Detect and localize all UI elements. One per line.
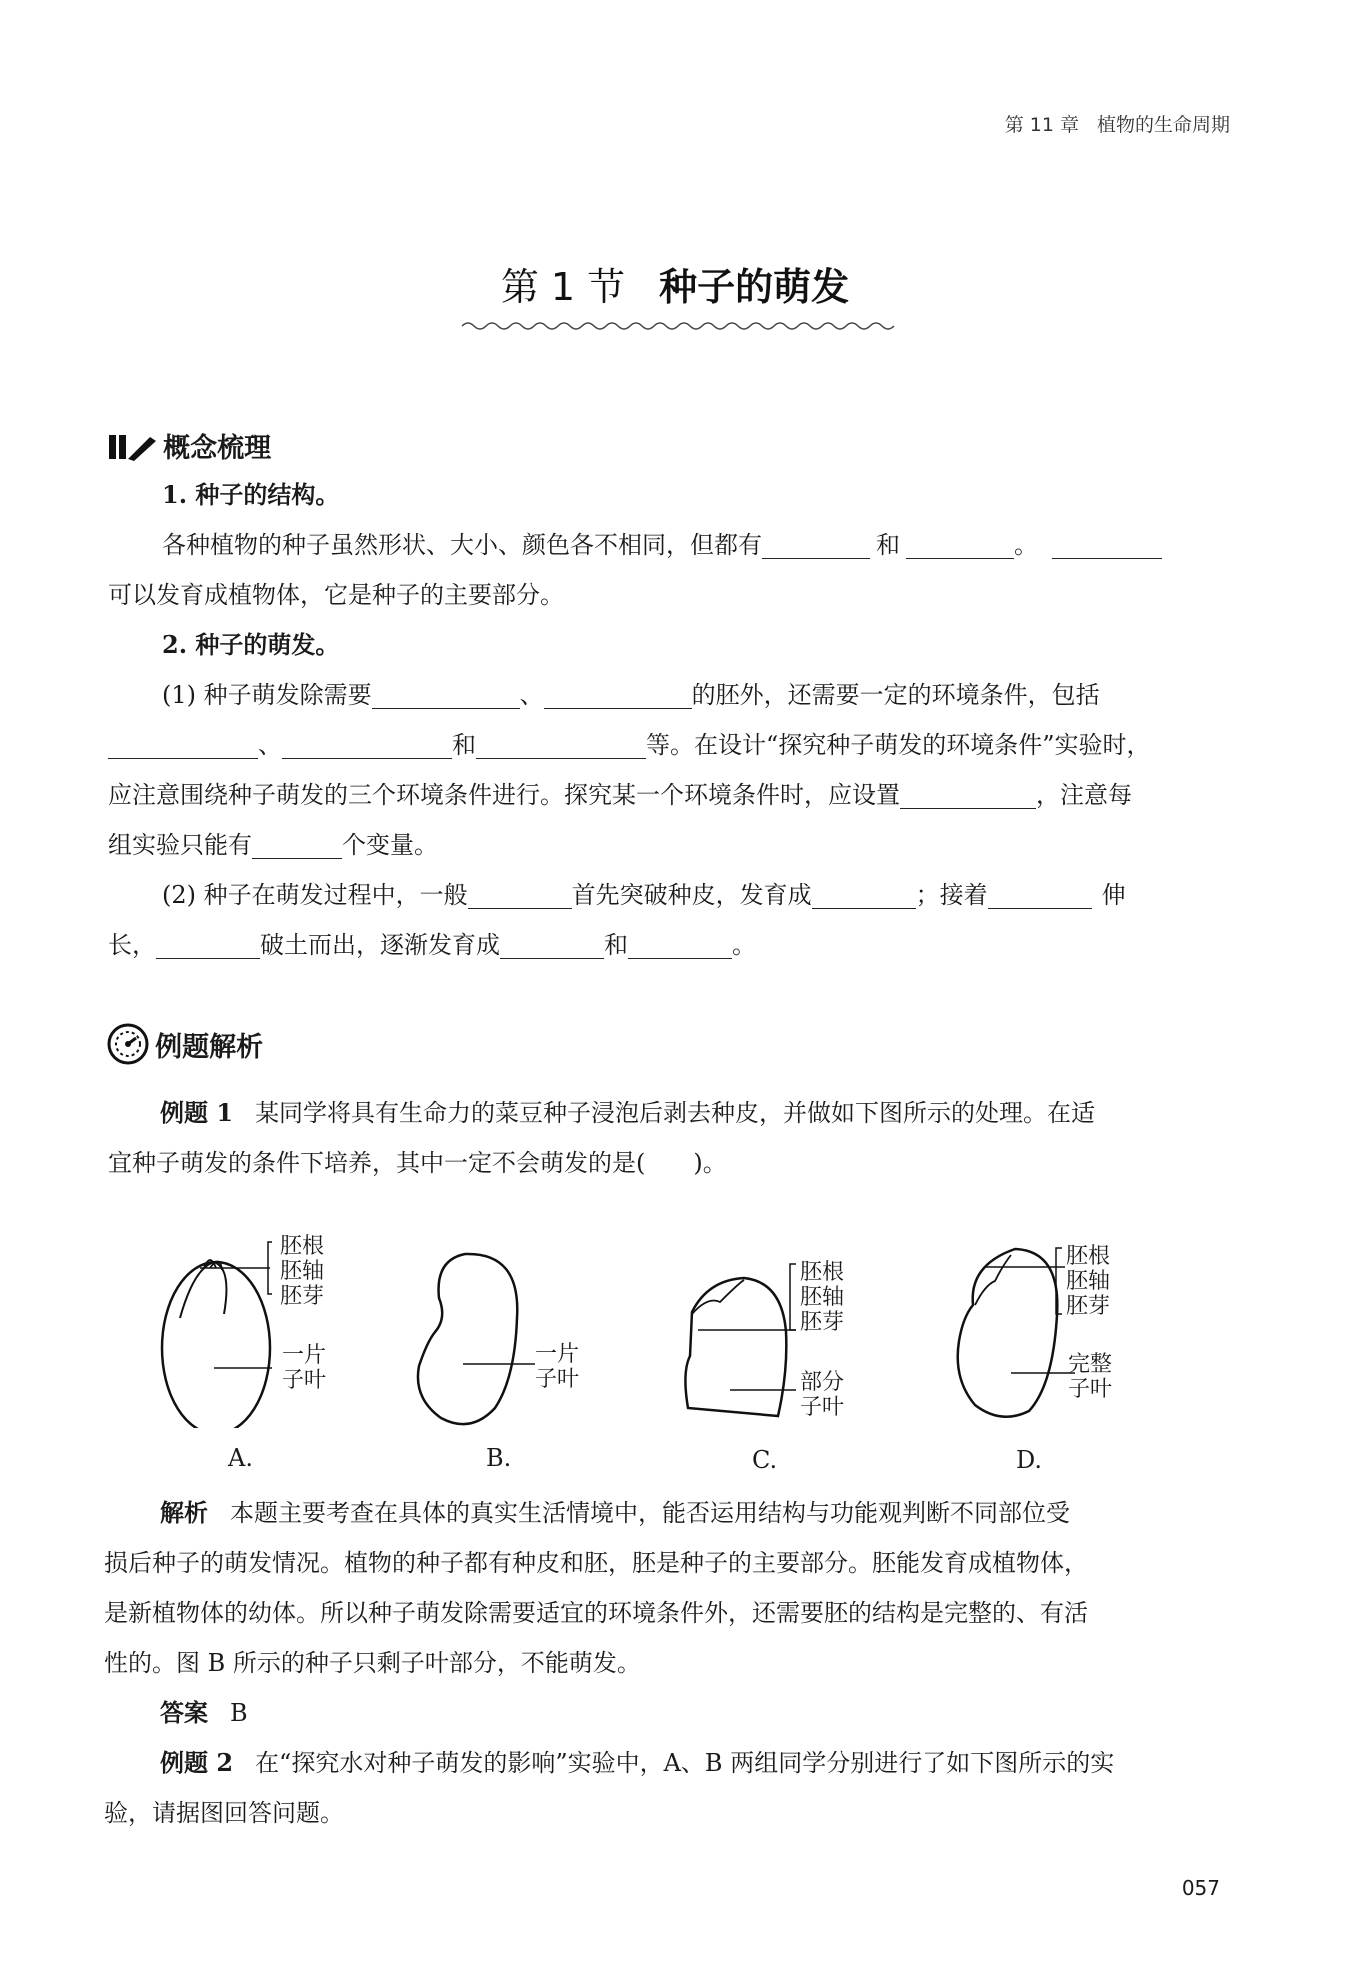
section-name: 种子的萌发: [659, 265, 850, 309]
text: 应注意围绕种子萌发的三个环境条件进行。探究某一个环境条件时，应设置: [108, 781, 900, 809]
text: 一片: [282, 1343, 327, 1368]
analysis-label: 解析: [160, 1498, 208, 1527]
text: 破土而出，逐渐发育成: [260, 931, 500, 959]
para2-line2: [108, 720, 1151, 770]
para3-line2: [108, 920, 756, 970]
para2-line3: [108, 770, 1132, 820]
text: 子叶: [1068, 1377, 1113, 1402]
text: 和: [604, 931, 628, 959]
text: 的胚外，还需要一定的环境条件，包括: [691, 681, 1100, 709]
figure-d-cotyledon: [1068, 1352, 1112, 1402]
analysis-line2: 损后种子的萌发情况。植物的种子都有种皮和胚，胚是种子的主要部分。胚能发育成植物体，: [104, 1549, 1088, 1577]
text: 组实验只能有: [108, 831, 252, 859]
answer-value: B: [230, 1699, 248, 1727]
page-number: 057: [1181, 1876, 1220, 1900]
fill-blank[interactable]: [108, 728, 258, 759]
fill-blank[interactable]: [156, 928, 260, 959]
pencil-icon: [108, 429, 158, 463]
para1-line2: 可以发育成植物体，它是种子的主要部分。: [108, 581, 564, 609]
fill-blank[interactable]: [468, 878, 572, 909]
fill-blank[interactable]: [900, 778, 1036, 809]
para1-line1: [162, 520, 1162, 570]
text: ；接着: [915, 881, 988, 909]
label-plumule: 胚芽: [1066, 1294, 1111, 1319]
fill-blank[interactable]: [1052, 528, 1162, 559]
figure-b-caption: B.: [486, 1444, 512, 1472]
label-radicle: 胚根: [800, 1260, 845, 1285]
text: 子叶: [282, 1368, 327, 1393]
text: 长，: [108, 931, 156, 959]
label-radicle: 胚根: [1066, 1244, 1111, 1269]
example2-line1: [160, 1738, 1114, 1788]
answer-label: 答案: [160, 1698, 208, 1727]
fill-blank[interactable]: [282, 728, 452, 759]
text: ，注意每: [1036, 781, 1132, 809]
text: 首先突破种皮，发育成: [571, 881, 812, 909]
text: 。: [1014, 531, 1038, 559]
para2-line1: [162, 670, 1100, 720]
label-plumule: 胚芽: [800, 1310, 845, 1335]
running-header: [987, 110, 1230, 137]
text: 和: [876, 531, 900, 559]
figure-c-cotyledon: [800, 1370, 844, 1420]
example-heading: [106, 1022, 263, 1066]
text: 、: [519, 681, 544, 709]
fill-blank[interactable]: [988, 878, 1092, 909]
figure-c-labels: [800, 1260, 844, 1335]
text: 子叶: [535, 1367, 580, 1392]
text: 、: [258, 731, 282, 759]
figure-b-cotyledon: [535, 1342, 579, 1392]
figure-a-cotyledon: [282, 1343, 326, 1393]
text: 和: [452, 731, 476, 759]
fill-blank[interactable]: [500, 928, 604, 959]
analysis-line1: [160, 1488, 1070, 1538]
label-radicle: 胚根: [280, 1234, 325, 1259]
text: 个变量。: [342, 831, 438, 859]
answer-line: [160, 1688, 248, 1738]
label-hypocotyl: 胚轴: [800, 1285, 845, 1310]
text: 伸: [1101, 881, 1126, 909]
chapter-title: 植物的生命周期: [1096, 114, 1230, 136]
figure-d-labels: [1066, 1244, 1110, 1319]
fill-blank[interactable]: [544, 678, 692, 709]
analysis-line4: 性的。图 B 所示的种子只剩子叶部分，不能萌发。: [104, 1649, 641, 1677]
text: 在“探究水对种子萌发的影响”实验中，A、B 两组同学分别进行了如下图所示的实: [255, 1749, 1115, 1777]
chapter-number: 第 11 章: [1004, 114, 1079, 136]
para3-line1: [162, 870, 1126, 920]
example1-label: 例题 1: [160, 1098, 234, 1127]
fill-blank[interactable]: [762, 528, 870, 559]
analysis-line3: 是新植物体的幼体。所以种子萌发除需要适宜的环境条件外，还需要胚的结构是完整的、有活: [104, 1599, 1088, 1627]
text: 完整: [1068, 1352, 1113, 1377]
title-wavy-underline: [460, 318, 900, 334]
text: 各种植物的种子虽然形状、大小、颜色各不相同，但都有: [162, 531, 762, 559]
target-dial-icon: [106, 1022, 150, 1066]
label-hypocotyl: 胚轴: [1066, 1269, 1111, 1294]
text: 一片: [535, 1342, 580, 1367]
text: 。: [732, 931, 756, 959]
para2-line4: [108, 820, 438, 870]
text: 子叶: [800, 1395, 845, 1420]
label-hypocotyl: 胚轴: [280, 1259, 325, 1284]
text: 等。在设计“探究种子萌发的环境条件”实验时，: [646, 731, 1151, 759]
label-plumule: 胚芽: [280, 1284, 325, 1309]
fill-blank[interactable]: [476, 728, 646, 759]
figure-a-labels: [280, 1234, 324, 1309]
text: 部分: [800, 1370, 845, 1395]
figure-c-caption: C.: [752, 1446, 778, 1474]
example2-line2: 验，请据图回答问题。: [104, 1799, 344, 1827]
fill-blank[interactable]: [906, 528, 1014, 559]
item2-title: 2. 种子的萌发。: [162, 630, 340, 659]
example-heading-text: 例题解析: [155, 1032, 264, 1063]
concept-heading-text: 概念梳理: [163, 433, 272, 464]
item1-title: 1. 种子的结构。: [162, 480, 340, 509]
text: (1) 种子萌发除需要: [162, 681, 372, 709]
fill-blank[interactable]: [812, 878, 916, 909]
example1-line1: [160, 1088, 1095, 1138]
figure-d-caption: D.: [1016, 1446, 1043, 1474]
concept-heading: [108, 426, 271, 465]
fill-blank[interactable]: [372, 678, 520, 709]
text: (2) 种子在萌发过程中，一般: [162, 881, 468, 909]
section-title: [0, 256, 1350, 311]
text: 某同学将具有生命力的菜豆种子浸泡后剥去种皮，并做如下图所示的处理。在适: [255, 1099, 1096, 1127]
figure-a-caption: A.: [228, 1444, 253, 1472]
section-number: 第 1 节: [500, 265, 626, 309]
fill-blank[interactable]: [252, 828, 342, 859]
example1-line2: 宜种子萌发的条件下培养，其中一定不会萌发的是( )。: [108, 1149, 727, 1177]
fill-blank[interactable]: [628, 928, 732, 959]
example2-label: 例题 2: [160, 1748, 234, 1777]
text: 本题主要考查在具体的真实生活情境中，能否运用结构与功能观判断不同部位受: [230, 1499, 1070, 1527]
figure-a-pointer: [200, 1238, 280, 1308]
